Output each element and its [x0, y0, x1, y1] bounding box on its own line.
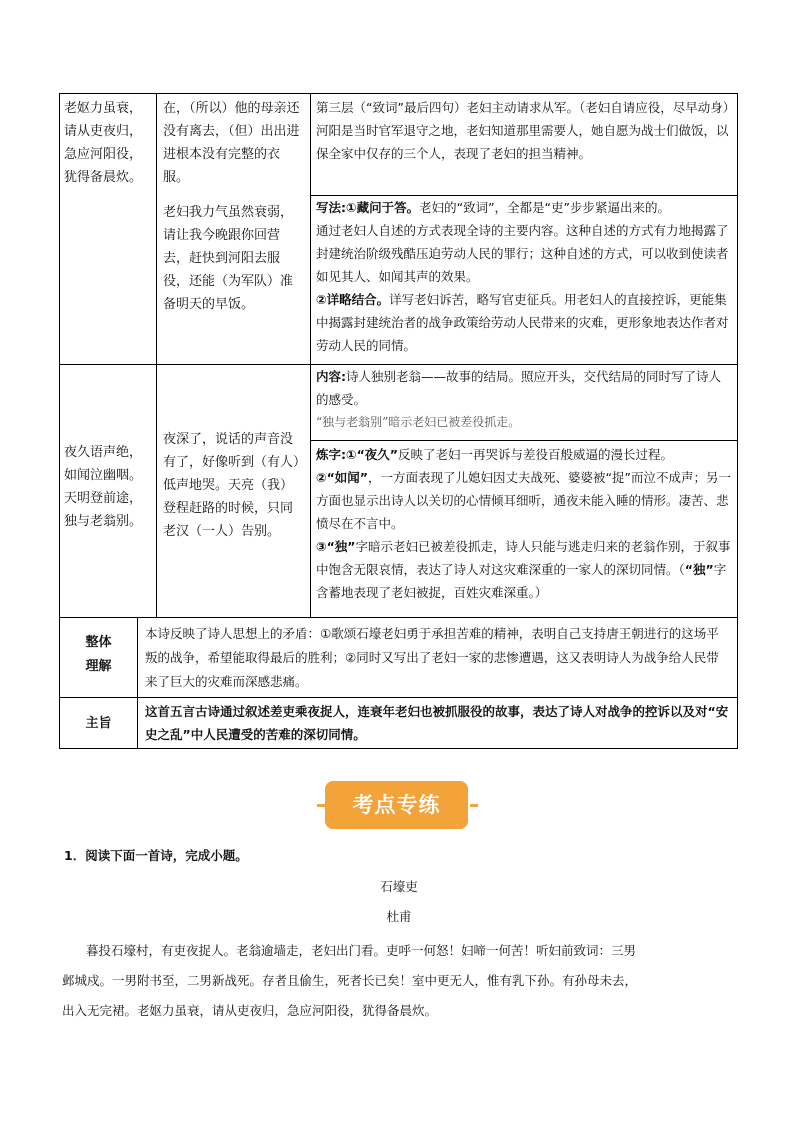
row2-original-text: 夜久语声绝，如闻泣幽咽。天明登前途，独与老翁别。: [64, 445, 143, 529]
row1-analysis-cell: [310, 93, 738, 195]
word-point3-key: “独”: [684, 562, 714, 577]
content-note: “独与老翁别”暗示老妇已被差役抓走。: [316, 415, 521, 429]
poem-author: 杜甫: [386, 909, 412, 924]
overall-text-cell: [137, 618, 738, 698]
writing-point2-body: 详写老妇诉苦，略写官吏征兵。用老妇人的直接控诉，更能集中揭露封建统治者的战争政策给劳动人民带来的灾难，更形象地表达作者对劳动人民的同情。: [316, 292, 729, 353]
word-point1-body: 反映了老妇一再哭诉与差役百般威逼的漫长过程。: [398, 447, 674, 462]
word-label: 炼字:: [316, 447, 346, 462]
theme-label: 主旨: [85, 716, 112, 731]
badge-right-dot: [470, 804, 478, 807]
row1-analysis-body: 河阳是当时官军退守之地，老妇知道那里需要人，她自愿为战士们做饭，以保全家中仅存的三个人，表现了老妇的担当精神。: [316, 123, 729, 161]
poem-line-3: 出入无完裙。老妪力虽衰，请从吏夜归，急应河阳役，犹得备晨炊。: [62, 1003, 438, 1018]
writing-point1-body: 通过老妇人自述的方式表现全诗的主要内容。这种自述的方式有力地揭露了封建统治阶级残酷压迫劳动人民的罪行；这种自述的方式，可以收到使读者如见其人、如闻其声的效果。: [316, 223, 729, 284]
row2-original-cell: [59, 365, 156, 618]
row1-translation-2: 老妇我力气虽然衰弱，请让我今晚跟你回营去，赶快到河阳去服役，还能（为军队）准备明天的早饭。: [163, 205, 294, 312]
word-point1-head: ①“夜久”: [346, 447, 399, 462]
question-prompt: 1．阅读下面一首诗，完成小题。: [64, 848, 248, 863]
row1-original-cell: [59, 93, 156, 365]
poem-line-1: 暮投石壕村，有吏夜捉人。老翁逾墙走，老妇出门看。吏呼一何怒！妇啼一何苦！听妇前致词：三男: [86, 943, 637, 958]
theme-text: 这首五言古诗通过叙述差吏乘夜捉人，连衰年老妇也被抓服役的故事，表达了诗人对战争的控诉以及对“安史之乱”中人民遭受的苦难的深切同情。: [145, 704, 729, 742]
row2-translation-cell: [156, 365, 310, 618]
word-point2-head: ②“如闻”: [316, 470, 369, 485]
writing-point1-head: ①藏问于答。: [346, 200, 420, 215]
theme-label-cell: [59, 698, 137, 749]
row2-word-cell: [310, 440, 738, 618]
row2-content-cell: [310, 365, 738, 440]
word-point3-body: 字暗示老妇已被差役抓走，诗人只能与逃走归来的老翁作别，于叙事中饱含无限哀情，表达了诗人对这灾难深重的一家人的深切同情。（: [316, 539, 731, 577]
poem-line-2: 邺城戍。一男附书至，二男新战死。存者且偷生，死者长已矣！室中更无人，惟有乳下孙。有孙母未去，: [62, 973, 638, 988]
row1-analysis-title: 第三层（“致词”最后四句）老妇主动请求从军。（老妇自请应役，尽早动身）: [316, 100, 736, 115]
row1-writing-cell: [310, 195, 738, 365]
writing-point1-lead: 老妇的“致词”，全都是“吏”步步紧逼出来的。: [419, 200, 670, 215]
writing-label: 写法:: [316, 200, 346, 215]
row2-translation-text: 夜深了，说话的声音没有了，好像听到（有人）低声地哭。天亮（我）登程赶路的时候，只同老汉（一人）告别。: [163, 432, 300, 539]
badge-left-dot: [317, 804, 325, 807]
content-label: 内容:: [316, 369, 346, 384]
row1-translation-1: 在，（所以）他的母亲还没有离去，（但）出出进进根本没有完整的衣服。: [163, 101, 300, 185]
overall-label-cell: [59, 618, 137, 698]
theme-text-cell: [137, 698, 738, 749]
row1-translation-cell: [156, 93, 310, 365]
word-point3-head: ③“独”: [316, 539, 356, 554]
section-badge: 考点专练: [325, 781, 468, 829]
overall-text: 本诗反映了诗人思想上的矛盾：①歌颂石壕老妇勇于承担苦难的精神，表明自己支持唐王朝进行的这场平叛的战争，希望能取得最后的胜利；②同时又写出了老妇一家的悲惨遭遇，这又表明诗人为战争给人民带来了巨大的灾难而深感悲痛。: [145, 626, 719, 689]
poem-title: 石壕吏: [380, 879, 418, 894]
word-point3-tail: 字含蓄地表现了老妇被捉，百姓灾难深重。）: [316, 562, 727, 600]
overall-label: 整体理解: [85, 635, 112, 674]
row1-original-text: 老妪力虽衰，请从吏夜归，急应河阳役，犹得备晨炊。: [64, 101, 143, 185]
content-body: 诗人独别老翁——故事的结局。照应开头，交代结局的同时写了诗人的感受。: [316, 369, 722, 407]
writing-point2-head: ②详略结合。: [316, 292, 390, 307]
word-point2-body: ，一方面表现了儿媳妇因丈夫战死、婆婆被“捉”而泣不成声；另一方面也显示出诗人以关切的心情倾耳细听，通夜未能入睡的情形。凄苦、悲愤尽在不言中。: [316, 470, 731, 531]
